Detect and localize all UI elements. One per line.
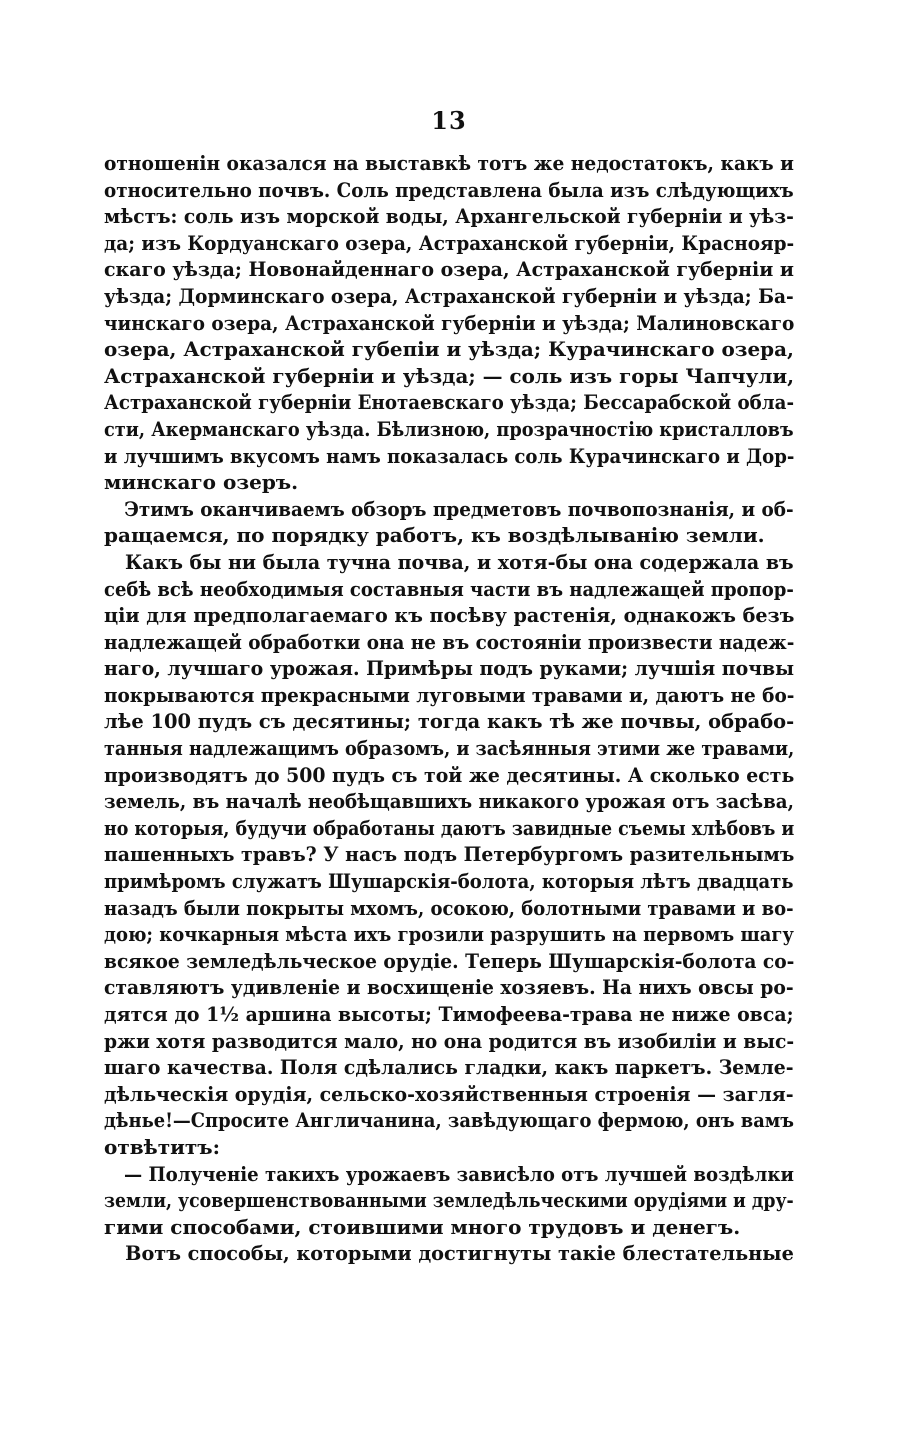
text-line: но которыя, будучи обработаны даютъ завидные съемы хлѣбовъ и [104, 815, 794, 840]
text-line: дѣнье!—Спросите Англичанина, завѣдующаго фермою, онъ вамъ [104, 1108, 794, 1133]
text-line: производятъ до 500 пудъ съ той же десятины. А сколько есть [104, 762, 794, 787]
text-line: сти, Акерманскаго уѣзда. Бѣлизною, прозрачностію кристалловъ [104, 416, 794, 441]
text-line: ржи хотя разводится мало, но она родится въ изобиліи и выс- [104, 1028, 794, 1053]
text-line: гими способами, стоившими много трудовъ и денегъ. [104, 1214, 741, 1239]
text-line: минскаго озеръ. [104, 470, 299, 495]
text-line: ращаемся, по порядку работъ, къ воздѣлыванію земли. [104, 523, 765, 548]
text-line: Какъ бы ни была тучна почва, и хотя-бы она содержала въ [124, 549, 794, 574]
text-line: относительно почвъ. Соль представлена была изъ слѣдующихъ [104, 177, 794, 202]
text-line: Этимъ оканчиваемъ обзоръ предметовъ почвопознанія, и об- [124, 496, 794, 521]
page-number: 13 [431, 106, 467, 135]
text-line: земли, усовершенствованными земледѣльческими орудіями и дру- [104, 1188, 794, 1213]
text-line: ставляютъ удивленіе и восхищеніе хозяевъ. На нихъ овсы ро- [104, 975, 794, 1000]
text-line: уѣзда; Дорминскаго озера, Астраханской губерніи и уѣзда; Ба- [104, 283, 794, 308]
body-text [104, 150, 794, 1267]
text-line: мѣстъ: соль изъ морской воды, Архангельской губерніи и уѣз- [104, 204, 794, 229]
text-line: и лучшимъ вкусомъ намъ показалась соль Курачинскаго и Дор- [104, 443, 794, 468]
text-line: всякое земледѣльческое орудіе. Теперь Шушарскія-болота со- [104, 948, 794, 973]
text-line: чинскаго озера, Астраханской губерніи и уѣзда; Малиновскаго [104, 310, 794, 335]
text-line: дятся до 1½ аршина высоты; Тимофеева-трава не ниже овса; [104, 1002, 794, 1026]
text-line: дою; кочкарныя мѣста ихъ грозили разрушить на первомъ шагу [104, 922, 794, 947]
text-line: скаго уѣзда; Новонайденнаго озера, Астраханской губерніи и [104, 257, 794, 282]
text-line: Астраханской губерніи и уѣзда; — соль изъ горы Чапчули, [104, 363, 794, 388]
text-line: да; изъ Кордуанскаго озера, Астраханской губерніи, Краснояр- [104, 230, 794, 255]
text-line: покрываются прекрасными луговыми травами и, даютъ не бо- [104, 682, 794, 707]
text-line: лѣе 100 пудъ съ десятины; тогда какъ тѣ же почвы, обрабо- [104, 709, 794, 734]
text-line: надлежащей обработки она не въ состояніи произвести надеж- [104, 629, 794, 654]
text-line: шаго качества. Поля сдѣлались гладки, какъ паркетъ. Земле- [104, 1055, 794, 1080]
text-line: отвѣтитъ: [104, 1134, 221, 1159]
text-line: дѣльческія орудія, сельско-хозяйственныя строенія — загля- [104, 1081, 794, 1106]
text-line: назадъ были покрыты мхомъ, осокою, болотными травами и во- [104, 895, 794, 920]
text-line: пашенныхъ травъ? У насъ подъ Петербургомъ разительнымъ [104, 842, 794, 867]
text-line: танныя надлежащимъ образомъ, и засѣянныя этими же травами, [104, 736, 794, 761]
text-line: Вотъ способы, которыми достигнуты такіе блестательные [125, 1241, 794, 1266]
text-line: озера, Астраханской губепіи и уѣзда; Курачинскаго озера, [104, 337, 794, 362]
text-line: наго, лучшаго урожая. Примѣры подъ руками; лучшія почвы [104, 656, 794, 681]
text-line: Астраханской губерніи Енотаевскаго уѣзда; Бессарабской обла- [104, 390, 794, 415]
text-line: земель, въ началѣ необѣщавшихъ никакого урожая отъ засѣва, [104, 789, 794, 814]
text-line: ціи для предполагаемаго къ посѣву растенія, однакожъ безъ [104, 603, 794, 628]
text-line: примѣромъ служатъ Шушарскія-болота, которыя лѣтъ двадцать [104, 869, 794, 894]
text-line: отношенін оказался на выставкѣ тотъ же недостатокъ, какъ и [104, 151, 794, 175]
text-line: себѣ всѣ необходимыя составныя части въ надлежащей пропор- [104, 576, 794, 601]
text-line: — Полученіе такихъ урожаевъ зависѣло отъ лучшей воздѣлки [123, 1161, 794, 1186]
